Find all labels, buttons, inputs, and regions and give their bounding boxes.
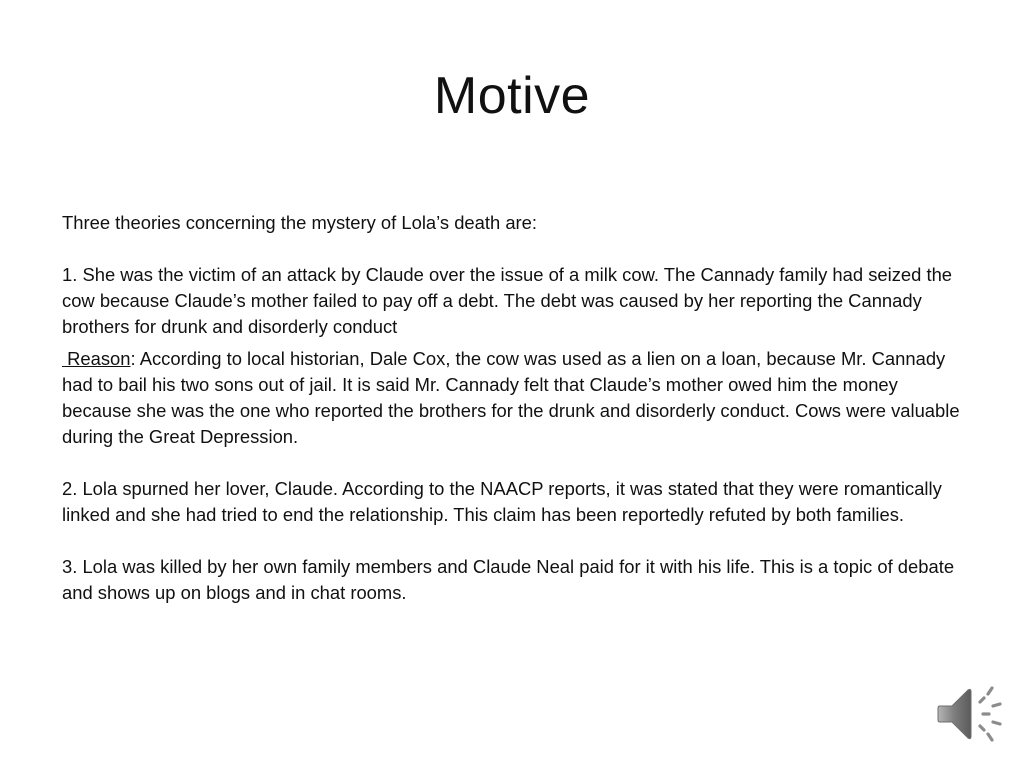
reason-text: : According to local historian, Dale Cox, the cow was used as a lien on a loan, because Mr. Cannady had to bail his two sons out of jail. It is said Mr. Cannady felt that Claude’s mother owed him the money because she was the one who reported the brothers for the drunk and disorderly conduct. Cows were valuable during the Great Depression. [62,348,960,447]
reason-paragraph [62,346,967,450]
reason-label: Reason [62,348,131,369]
intro-text: Three theories concerning the mystery of Lola’s death are: [62,212,538,233]
speaker-icon[interactable] [936,682,1004,746]
slide-body [62,210,967,606]
theory-1-text: 1. She was the victim of an attack by Claude over the issue of a milk cow. The Cannady family had seized the cow because Claude’s mother failed to pay off a debt. The debt was caused by her reporting the Cannady brothers for drunk and disorderly conduct [62,264,953,337]
theory-3-text: 3. Lola was killed by her own family members and Claude Neal paid for it with his life. This is a topic of debate and shows up on blogs and in chat rooms. [62,556,955,603]
slide-title: Motive [433,67,591,125]
theory-2-text: 2. Lola spurned her lover, Claude. According to the NAACP reports, it was stated that they were romantically linked and she had tried to end the relationship. This claim has been reportedly refuted by both families. [62,478,942,525]
